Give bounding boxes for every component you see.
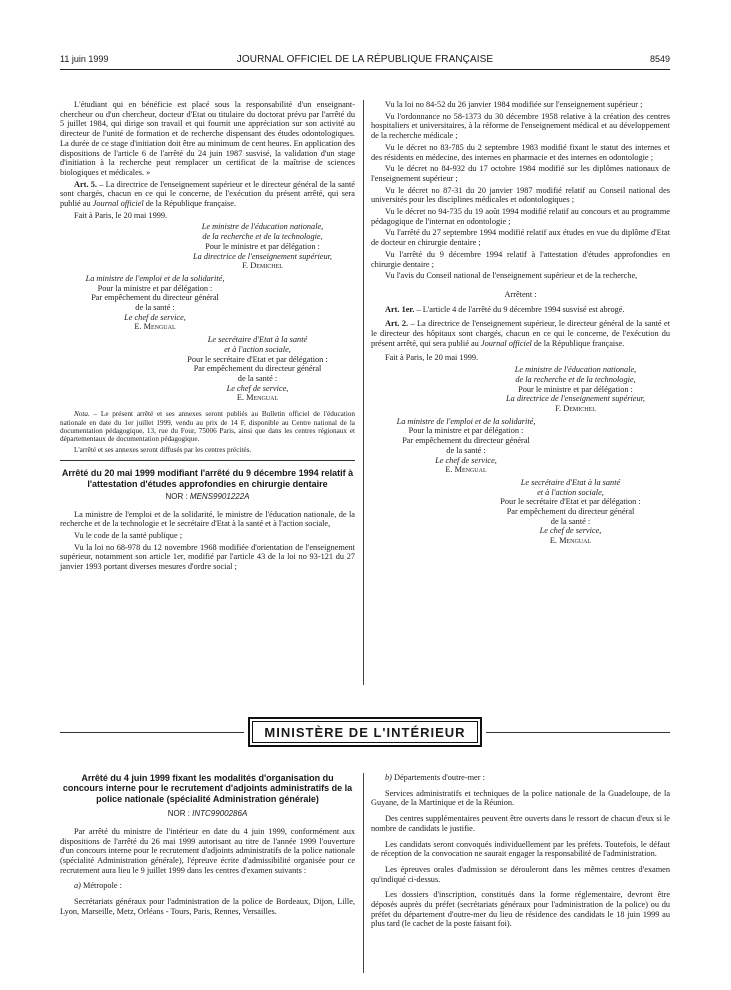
- nota-2: L'arrêté et ses annexes seront diffusés par les centres précités.: [74, 445, 252, 454]
- paragraph: L'étudiant qui en bénéficie est placé sous la responsabilité d'un enseignant-chercheur ou d'un chercheur, docteur d'Etat ou titulaire du doctorat prévu par l'arrêté du 5 juillet 1984, qui dirige son travail et qui fournit une appréciation sur son activité au directeur de l'unité de formation et de recherche dispensant des études odontologiques. La durée de ce stage d'initiation doit être au minimum de cent heures. En application des dispositions de l'article 6 de l'arrêté du 24 juin 1987 susvisé, la validation d'un stage d'initiation à la recherche peut remplacer un certificat de la maîtrise de sciences biologiques et médicales. »: [60, 100, 355, 177]
- visa: Vu le décret no 94-735 du 19 août 1994 modifié relatif au concours et au programme pédagogique de l'internat en odontologie ;: [371, 207, 670, 226]
- page-number: 8549: [649, 54, 670, 64]
- signatory-name: F. Demichel: [242, 261, 283, 271]
- article-1: Art. 1er. – L'article 4 de l'arrêté du 9 décembre 1994 susvisé est abrogé.: [385, 304, 625, 314]
- paragraph: Vu le code de la santé publique ;: [74, 531, 183, 541]
- section-separator: [60, 460, 355, 461]
- list-item: a) Métropole :: [74, 881, 122, 891]
- journal-title: JOURNAL OFFICIEL DE LA RÉPUBLIQUE FRANÇAISE: [236, 54, 494, 65]
- left-column-top: [60, 100, 355, 574]
- ministry-heading: MINISTÈRE DE L'INTÉRIEUR: [248, 717, 482, 747]
- signature-block-emploi: La ministre de l'emploi et de la solidarité, Pour la ministre et par délégation : Par empêchement du directeur général de la santé : Le chef de service, E. Mengual: [60, 274, 250, 332]
- signatory-name: E. Mengual: [549, 536, 592, 546]
- right-column-top: [371, 100, 670, 546]
- paragraph: Par arrêté du ministre de l'intérieur en date du 4 juin 1999, conformément aux dispositions de l'arrêté du 26 mai 1999 autorisant au titre de l'année 1999 l'ouverture d'un concours interne pour le recrutement d'adjoints administratifs de la police nationale (spécialité Administration générale), l'épreuve écrite d'admissibilité organisée pour ce recrutement aura lieu le 9 juillet 1999 dans les centres d'examen suivants :: [60, 826, 355, 875]
- paragraph: Les épreuves orales d'admission se dérouleront dans les mêmes centres d'examen qu'indiqué ci-dessus.: [371, 864, 670, 884]
- visa: Vu le décret no 84-932 du 17 octobre 1984 modifié sur les diplômes nationaux de l'enseignement supérieur ;: [371, 164, 670, 183]
- arrete-title: Arrêté du 20 mai 1999 modifiant l'arrêté du 9 décembre 1994 relatif à l'attestation d'études approfondies en chirurgie dentaire: [61, 468, 354, 489]
- signature-block-education: Le ministre de l'éducation nationale, de la recherche et de la technologie, Pour le ministre et par délégation : La directrice de l'enseignement supérieur, F. Demichel: [481, 365, 670, 414]
- signatory-name: F. Demichel: [555, 403, 596, 413]
- visa: Vu l'avis du Conseil national de l'enseignement supérieur et de la recherche,: [385, 271, 638, 281]
- visa: Vu le décret no 87-31 du 20 janvier 1987 modifié relatif au Conseil national des universités pour les disciplines médicales et odontologiques ;: [371, 185, 670, 205]
- column-divider: [363, 773, 364, 973]
- nor-reference: NOR : INTC9900286A: [167, 809, 248, 819]
- header-rule: [60, 69, 670, 70]
- visa: Vu la loi no 84-52 du 26 janvier 1984 modifiée sur l'enseignement supérieur ;: [385, 100, 643, 109]
- paragraph: Secrétariats généraux pour l'administration de la police de Bordeaux, Dijon, Lille, Lyon, Marseille, Metz, Orléans - Tours, Paris, Rennes, Versailles.: [60, 897, 355, 916]
- arrete-title: Arrêté du 4 juin 1999 fixant les modalités d'organisation du concours interne pour le recrutement d'adjoints administratifs de la police nationale (spécialité Administration générale): [62, 773, 353, 804]
- nota: Nota. – Le présent arrêté et ses annexes seront publiés au Bulletin officiel de l'éducation nationale en date du 1er juillet 1999, vendu au prix de 14 F, disponible au Centre national de la documentation pédagogique, 13, rue du Four, 75006 Paris, ainsi que dans les centres régionaux et départementaux de documentation pédagogique.: [60, 410, 355, 444]
- paragraph: Des centres supplémentaires peuvent être ouverts dans le ressort de chacun d'eux si le nombre de candidats le justifie.: [371, 814, 670, 833]
- signatory-name: E. Mengual: [134, 322, 176, 332]
- heading-rule-right: [486, 732, 670, 733]
- article-2: Art. 2. – La directrice de l'enseignement supérieur, le directeur général de la santé et le directeur des hôpitaux sont chargés, chacun en ce qui le concerne, de l'exécution du présent arrêté, qui sera publié au Journal officiel de la République française.: [371, 319, 670, 348]
- visa: Vu le décret no 83-785 du 2 septembre 1983 modifié fixant le statut des internes et des résidents en médecine, des internes en pharmacie et des internes en odontologie ;: [371, 142, 670, 162]
- article-label: Art. 5.: [74, 179, 97, 189]
- signature-block-education: Le ministre de l'éducation nationale, de la recherche et de la technologie, Pour le ministre et par délégation : La directrice de l'enseignement supérieur, F. Demichel: [170, 222, 355, 271]
- signatory-name: E. Mengual: [445, 465, 487, 475]
- visa: Vu l'arrêté du 9 décembre 1994 relatif à l'attestation d'études approfondies en chirurgie dentaire ;: [371, 249, 670, 269]
- fait-a-paris: Fait à Paris, le 20 mai 1999.: [74, 210, 168, 220]
- column-divider: [363, 100, 364, 685]
- signature-block-emploi: La ministre de l'emploi et de la solidarité, Pour la ministre et par délégation : Par empêchement du directeur général de la santé : Le chef de service, E. Mengual: [371, 417, 561, 475]
- arretent: Arrêtent :: [504, 289, 537, 299]
- paragraph: Services administratifs et techniques de la police nationale de la Guadeloupe, de la Guyane, de la Martinique et de la Réunion.: [371, 788, 670, 808]
- list-item: b) Départements d'outre-mer :: [385, 773, 485, 782]
- visa: Vu l'arrêté du 27 septembre 1994 modifié relatif aux études en vue du diplôme d'Etat de docteur en chirurgie dentaire ;: [371, 228, 670, 248]
- signature-block-sante: Le secrétaire d'Etat à la santé et à l'action sociale, Pour le secrétaire d'Etat et par délégation : Par empêchement du directeur général de la santé : Le chef de service, E. Mengual: [471, 478, 670, 546]
- header-date: 11 juin 1999: [60, 54, 109, 64]
- visa: Vu l'ordonnance no 58-1373 du 30 décembre 1958 relative à la création des centres hospitaliers et universitaires, à la réforme de l'enseignement médical et au développement de la recherche médicale ;: [371, 111, 670, 141]
- page-header: [60, 54, 670, 68]
- left-column-bottom: [60, 773, 355, 923]
- paragraph: La ministre de l'emploi et de la solidarité, le ministre de l'éducation nationale, de la recherche et de la technologie et le secrétaire d'Etat à la santé et à l'action sociale,: [60, 509, 355, 529]
- nor-reference: NOR : MENS9901222A: [165, 491, 250, 501]
- heading-rule-left: [60, 732, 244, 733]
- fait-a-paris: Fait à Paris, le 20 mai 1999.: [385, 353, 479, 363]
- paragraph: Les candidats seront convoqués individuellement par les préfets. Toutefois, le défaut de réception de la convocation ne saurait engager la responsabilité de l'administration.: [371, 839, 670, 859]
- signatory-name: E. Mengual: [236, 393, 279, 403]
- right-column-bottom: [371, 773, 670, 935]
- article-5: Art. 5. – La directrice de l'enseignement supérieur et le directeur général de la santé sont chargés, chacun en ce qui le concerne, de l'exécution du présent arrêté, qui sera publié au Journal officiel de la République française.: [60, 179, 355, 209]
- signature-block-sante: Le secrétaire d'Etat à la santé et à l'action sociale, Pour le secrétaire d'Etat et par délégation : Par empêchement du directeur général de la santé : Le chef de service, E. Mengual: [160, 335, 355, 403]
- paragraph: Vu la loi no 68-978 du 12 novembre 1968 modifiée d'orientation de l'enseignement supérieur, notamment son article 1er, modifié par l'article 43 de la loi no 93-121 du 27 janvier 1993 portant diverses mesures d'ordre social ;: [60, 542, 355, 572]
- paragraph: Les dossiers d'inscription, constitués dans la forme réglementaire, devront être déposés auprès du préfet (secrétariats généraux pour l'administration de la police) ou du préfet du département d'outre-mer du lieu de résidence des candidats le 18 juin 1999 au plus tard (le cachet de la poste faisant foi).: [371, 890, 670, 929]
